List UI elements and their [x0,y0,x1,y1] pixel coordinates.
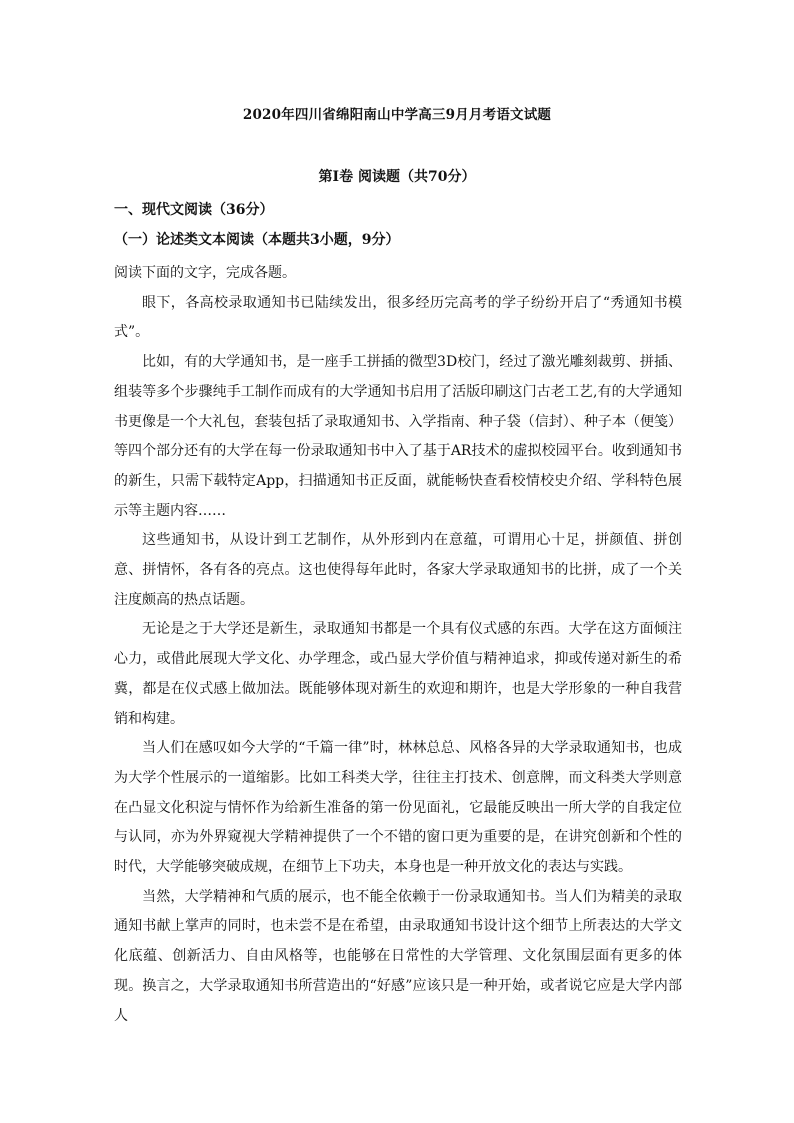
section-heading: 一、现代文阅读（36分） [114,202,274,218]
volume-title: 第Ⅰ卷 阅读题（共70分） [318,169,476,185]
paragraph: 眼下，各高校录取通知书已陆续发出，很多经历完高考的学子纷纷开启了“秀通知书模式”。 [114,294,682,341]
subsection-heading: （一）论述类文本阅读（本题共3小题，9分） [114,232,400,248]
instruction-text: 阅读下面的文字，完成各题。 [114,265,296,281]
body-text [114,259,682,1031]
paragraph: 比如，有的大学通知书，是一座手工拼插的微型3D校门，经过了激光雕刻裁剪、拼插、组装等多个步骤纯手工制作而成有的大学通知书启用了活版印刷这门古老工艺,有的大学通知书更像是一个大礼包，套装包括了录取通知书、入学指南、种子袋（信封）、种子本（便笺）等四个部分还有的大学在每一份录取通知书中入了基于AR技术的虚拟校园平台。收到通知书的新生，只需下载特定App，扫描通知书正反面，就能畅快查看校情校史介绍、学科特色展示等主题内容…… [114,354,682,519]
document-title: 2020年四川省绵阳南山中学高三9月月考语文试题 [242,107,552,123]
paragraph: 当然，大学精神和气质的展示，也不能全依赖于一份录取通知书。当人们为精美的录取通知书献上掌声的同时，也未尝不是在希望，由录取通知书设计这个细节上所表达的大学文化底蕴、创新活力、自由风格等，也能够在日常性的大学管理、文化氛围层面有更多的体现。换言之，大学录取通知书所营造出的“好感”应该只是一种开始，或者说它应是大学内部人 [114,888,682,1024]
paragraph: 无论是之于大学还是新生，录取通知书都是一个具有仪式感的东西。大学在这方面倾注心力，或借此展现大学文化、办学理念，或凸显大学价值与精神追求，抑或传递对新生的希冀，都是在仪式感上做加法。既能够体现对新生的欢迎和期许，也是大学形象的一种自我营销和构建。 [114,621,682,727]
paragraph: 这些通知书，从设计到工艺制作，从外形到内在意蕴，可谓用心十足，拼颜值、拼创意、拼情怀，各有各的亮点。这也使得每年此时，各家大学录取通知书的比拼，成了一个关注度颇高的热点话题。 [114,532,682,608]
paragraph: 当人们在感叹如今大学的“千篇一律”时，林林总总、风格各异的大学录取通知书，也成为大学个性展示的一道缩影。比如工科类大学，往往主打技术、创意牌，而文科类大学则意在凸显文化积淀与情怀作为给新生准备的第一份见面礼，它最能反映出一所大学的自我定位与认同，亦为外界窥视大学精神提供了一个不错的窗口更为重要的是，在讲究创新和个性的时代，大学能够突破成规，在细节上下功夫，本身也是一种开放文化的表达与实践。 [114,740,682,876]
